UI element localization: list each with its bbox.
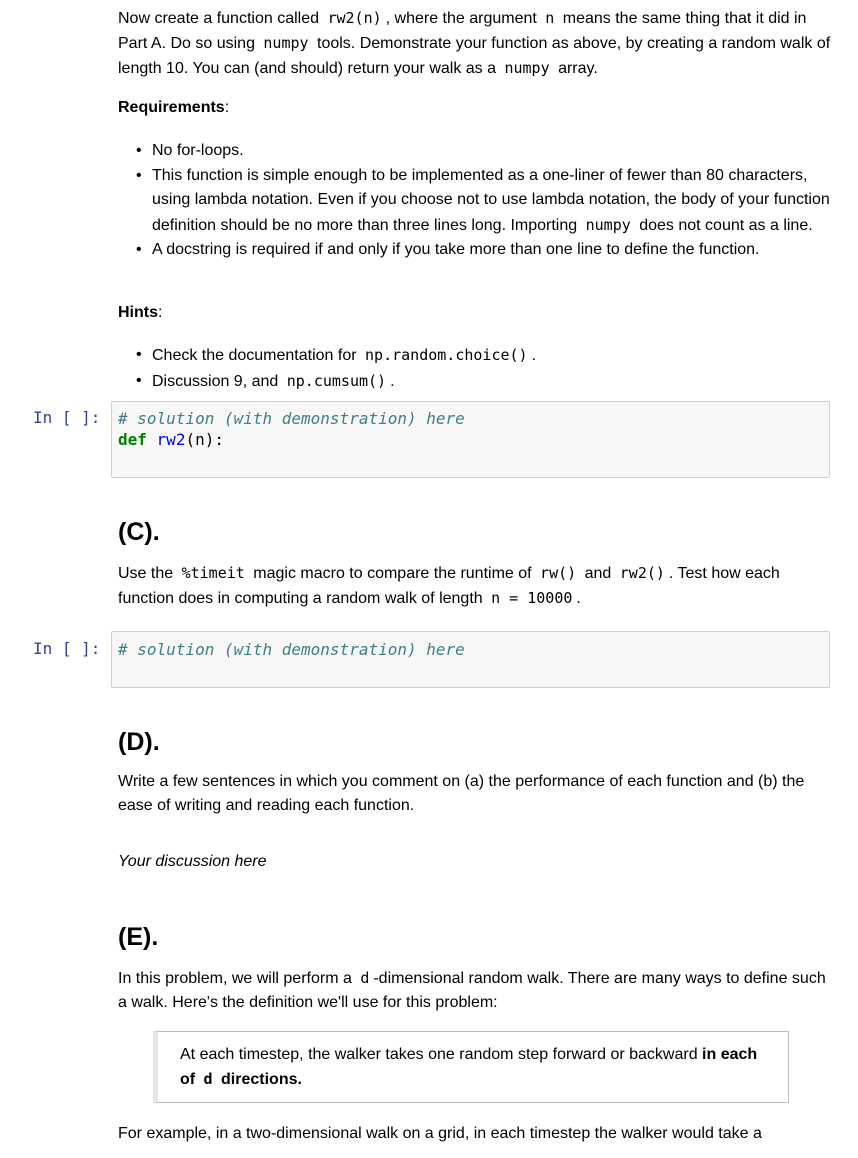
requirements-list [152, 139, 832, 263]
code-cell-rw2[interactable] [111, 401, 830, 478]
parte-example-text: For example, in a two-dimensional walk on a grid, in each timestep the walker would take a [118, 1125, 762, 1142]
code-line-def: def rw2(n): [118, 430, 224, 449]
code-n-10000: n = 10000 [491, 589, 573, 607]
list-item: • A docstring is required if and only if you take more than one line to define the function. [152, 238, 832, 263]
definition-blockquote [153, 1031, 789, 1103]
code-comment: # solution (with demonstration) here [118, 640, 465, 659]
code-cell-timeit[interactable] [111, 631, 830, 688]
blockquote-text: At each timestep, the walker takes one random step forward or backward in each of d directions. [180, 1046, 758, 1088]
parte-text: In this problem, we will perform a d -dimensional random walk. There are many ways to define such a walk. Here's the definition we'll use for this problem: [118, 969, 826, 1011]
partd-text: Write a few sentences in which you comment on (a) the performance of each function and (b) the ease of writing and reading each function. [118, 773, 805, 814]
code-comment: # solution (with demonstration) here [118, 409, 465, 428]
heading-part-e: (E). [118, 923, 159, 951]
code-np-cumsum: np.cumsum() [286, 371, 387, 390]
code-numpy: numpy [585, 215, 631, 234]
list-item: • This function is simple enough to be implemented as a one-liner of fewer than 80 characters, using lambda notation. Even if you choose not to use lambda notation, the body of your function definition should be no more than three lines long. Importing numpy does not count as a line. [152, 164, 832, 239]
list-item: • Discussion 9, and np.cumsum() . [152, 369, 832, 395]
cell-prompt: In [ ]: [33, 408, 101, 427]
code-numpy: numpy [263, 34, 309, 52]
hints-list [152, 343, 832, 394]
heading-part-d: (D). [118, 728, 160, 756]
code-rw2: rw2(n) [327, 9, 382, 27]
partc-text: Use the %timeit magic macro to compare the runtime of rw() and rw2() . Test how each function does in computing a random walk of length n = 10000 . [118, 564, 780, 607]
code-rw2: rw2() [619, 564, 665, 582]
code-n: n [545, 9, 555, 27]
list-item: • Check the documentation for np.random.choice() . [152, 343, 832, 369]
code-d: d [360, 969, 370, 987]
heading-part-c: (C). [118, 518, 160, 546]
requirements-label: Requirements: [118, 99, 230, 116]
discussion-placeholder: Your discussion here [118, 853, 267, 870]
list-item: • No for-loops. [152, 139, 832, 164]
code-rw: rw() [540, 564, 577, 582]
hints-label: Hints: [118, 304, 163, 321]
code-timeit: %timeit [181, 564, 245, 582]
code-numpy: numpy [504, 59, 550, 77]
code-np-random-choice: np.random.choice() [365, 346, 528, 364]
cell-prompt: In [ ]: [33, 639, 101, 658]
partb-intro-text: Now create a function called rw2(n) , where the argument n means the same thing that it did in Part A. Do so using numpy tools. Demonstrate your function as above, by creating a random walk of length 10. You can (and should) return your walk as a numpy array. [118, 9, 831, 77]
code-d: d [203, 1070, 213, 1088]
